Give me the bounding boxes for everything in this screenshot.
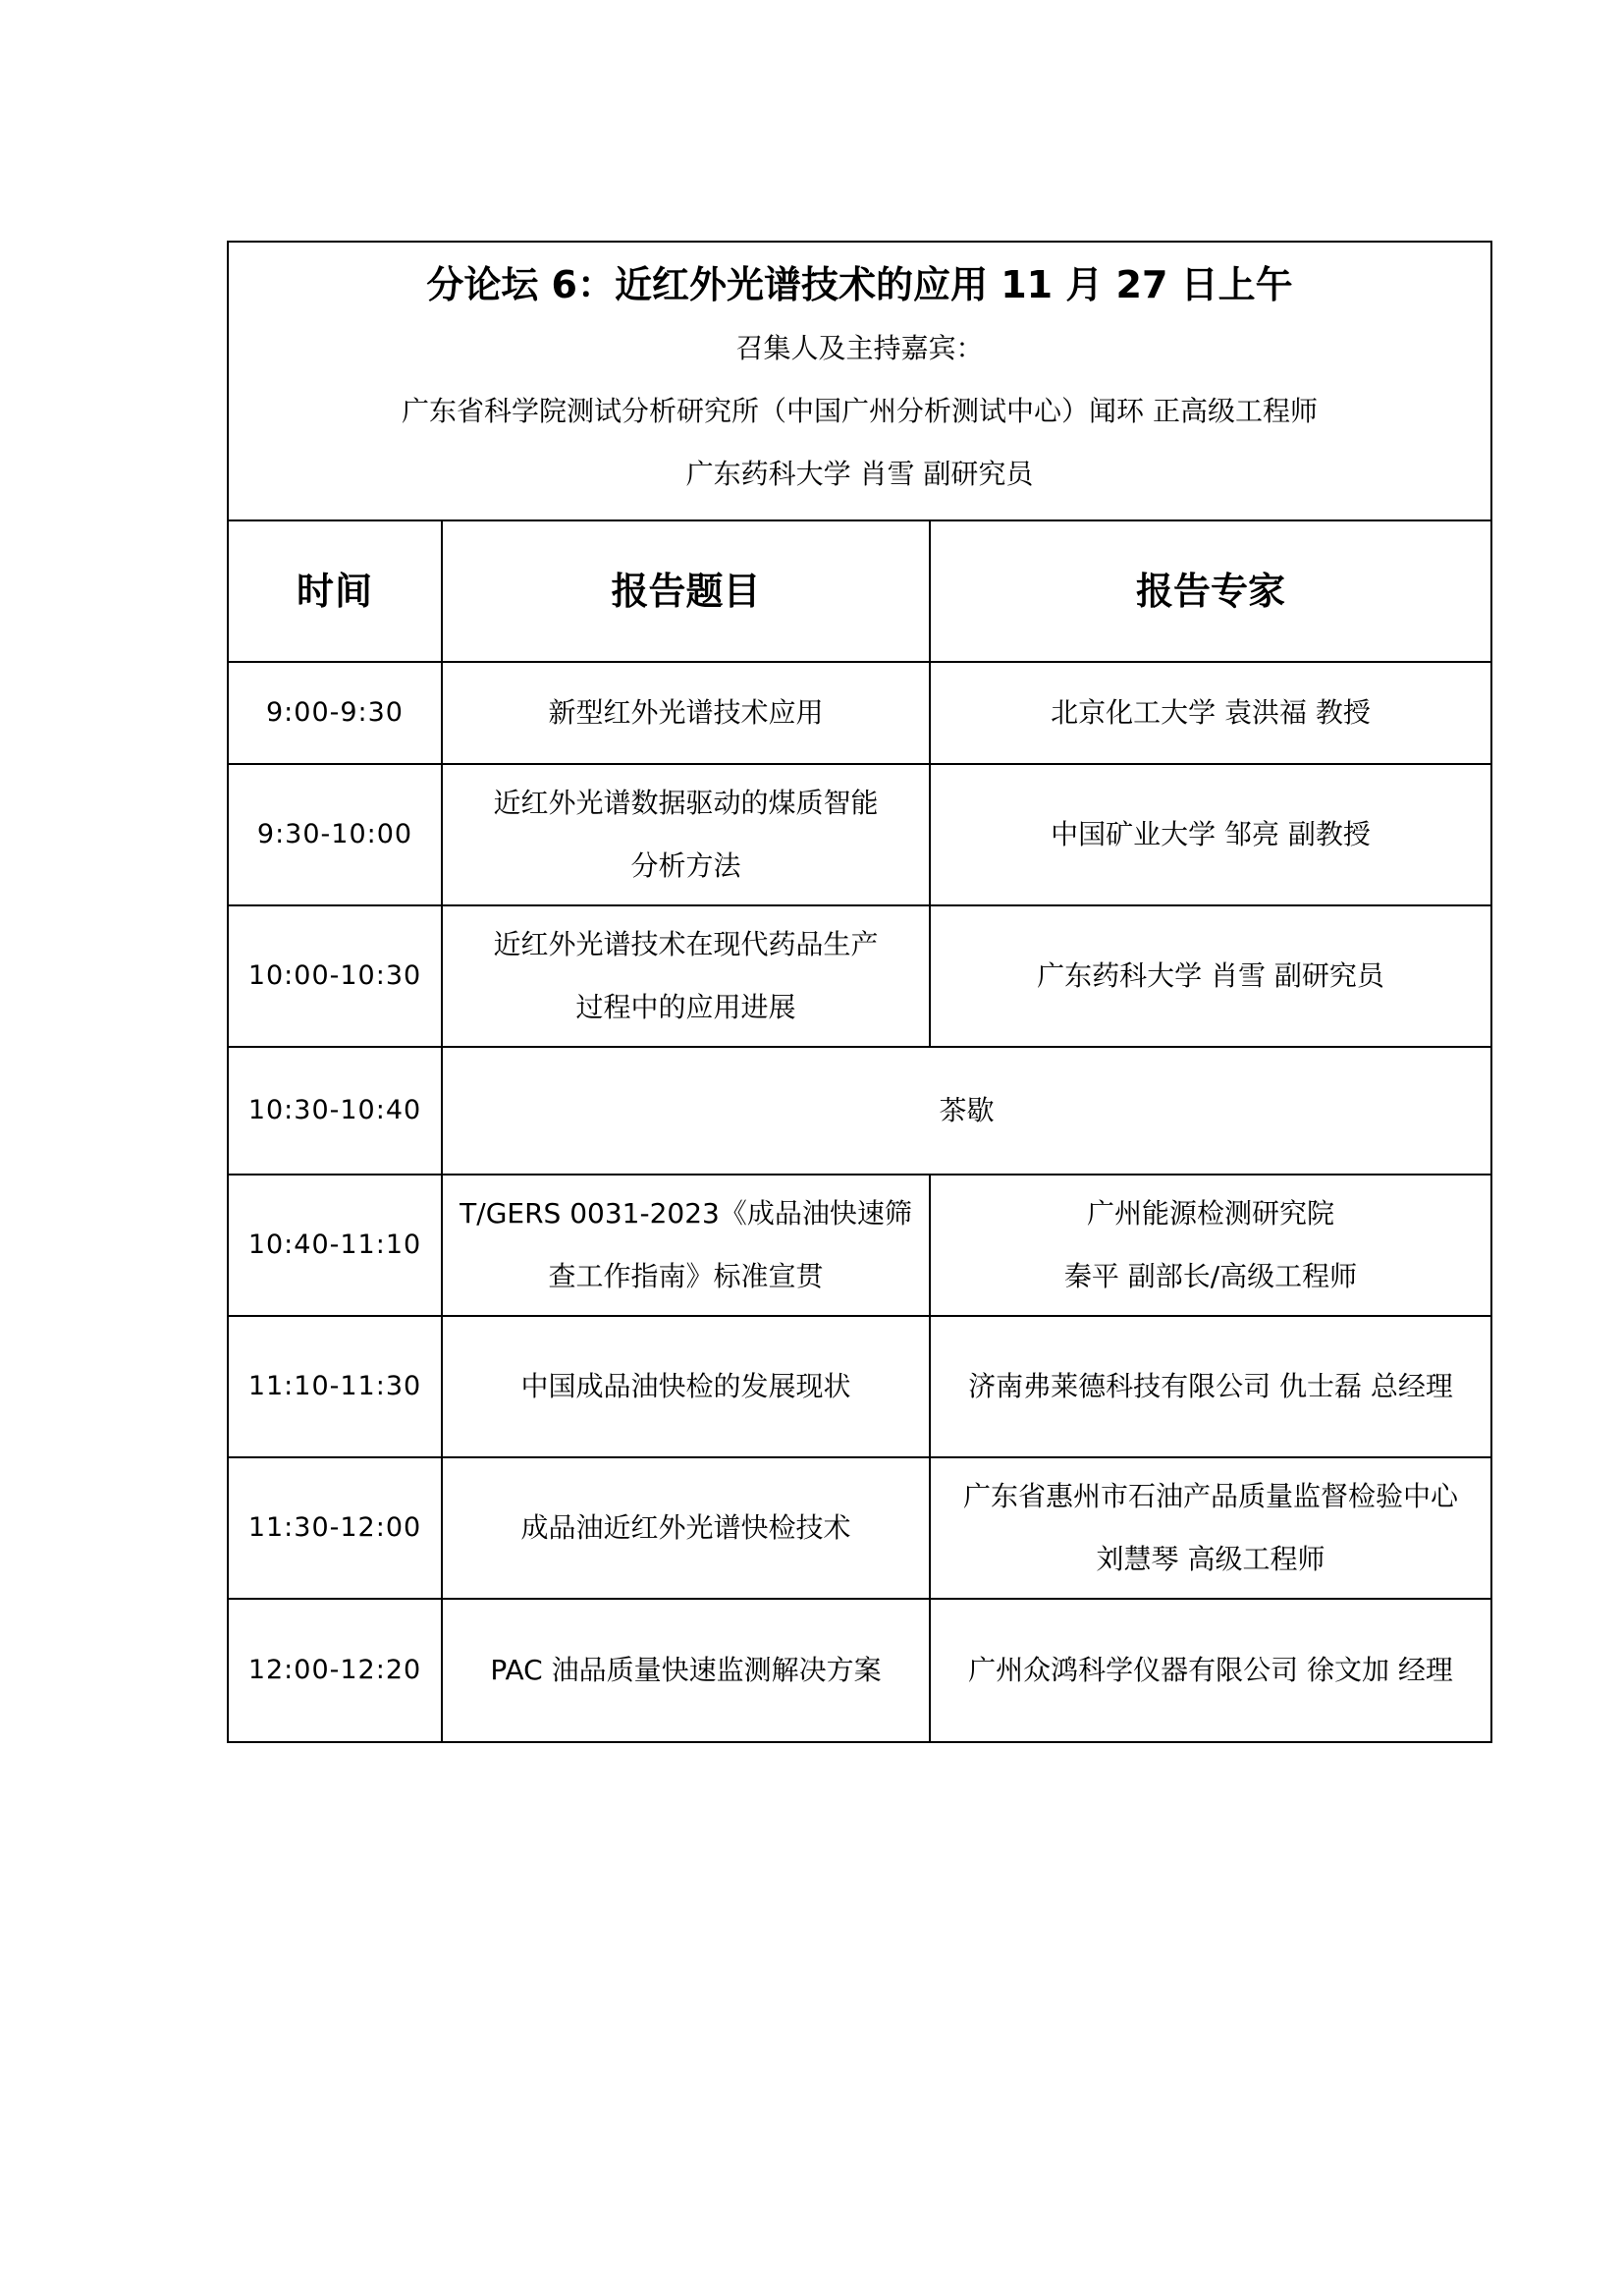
- expert-line: 广东省惠州市石油产品质量监督检验中心: [962, 1480, 1458, 1512]
- row-expert: [931, 1458, 1490, 1598]
- row-time: 9:30-10:00: [229, 765, 443, 904]
- row-topic: [443, 1600, 931, 1741]
- table-row: [229, 663, 1490, 765]
- row-time: 10:00-10:30: [229, 906, 443, 1046]
- expert-line: 北京化工大学 袁洪福 教授: [1051, 696, 1371, 729]
- expert-line: 中国矿业大学 邹亮 副教授: [1051, 818, 1371, 850]
- expert-line: 刘慧琴 高级工程师: [1096, 1543, 1325, 1575]
- row-time: 10:30-10:40: [229, 1048, 443, 1174]
- table-row: [229, 765, 1490, 906]
- row-topic: [443, 765, 931, 904]
- expert-line: 广州众鸿科学仪器有限公司 徐文加 经理: [968, 1654, 1453, 1686]
- expert-line: 广州能源检测研究院: [1086, 1197, 1334, 1230]
- row-topic: [443, 906, 931, 1046]
- host-2: 广东药科大学 肖雪 副研究员: [685, 458, 1034, 490]
- host-1: 广东省科学院测试分析研究所（中国广州分析测试中心）闻环 正高级工程师: [402, 395, 1318, 427]
- forum-title: 分论坛 6：近红外光谱技术的应用 11 月 27 日上午: [426, 263, 1293, 306]
- topic-line: 中国成品油快检的发展现状: [520, 1370, 851, 1402]
- row-expert: [931, 906, 1490, 1046]
- break-cell: 茶歇: [939, 1094, 995, 1126]
- topic-line: 近红外光谱技术在现代药品生产: [493, 928, 879, 960]
- table-row: [229, 1175, 1490, 1317]
- row-expert: [931, 1317, 1490, 1456]
- topic-line: 分析方法: [630, 849, 741, 882]
- row-time: 10:40-11:10: [229, 1175, 443, 1315]
- topic-line: PAC 油品质量快速监测解决方案: [490, 1654, 882, 1686]
- header-topic: 报告题目: [443, 521, 931, 661]
- row-expert: [931, 1175, 1490, 1315]
- host-label: 召集人及主持嘉宾：: [735, 332, 984, 364]
- expert-line: 济南弗莱德科技有限公司 仇士磊 总经理: [968, 1370, 1453, 1402]
- row-expert: [931, 663, 1490, 763]
- row-topic: [443, 663, 931, 763]
- header-time: 时间: [229, 521, 443, 661]
- table-row: [229, 1458, 1490, 1600]
- table-header-row: [229, 521, 1490, 663]
- row-topic: [443, 1458, 931, 1598]
- expert-line: 秦平 副部长/高级工程师: [1063, 1260, 1358, 1292]
- row-expert: [931, 765, 1490, 904]
- table-row: [229, 1317, 1490, 1458]
- topic-line: 成品油近红外光谱快检技术: [520, 1511, 851, 1544]
- row-topic: [443, 1175, 931, 1315]
- header-expert: 报告专家: [1135, 570, 1285, 613]
- row-time: 12:00-12:20: [229, 1600, 443, 1741]
- topic-line: 查工作指南》标准宣贯: [548, 1260, 824, 1292]
- table-row: [229, 906, 1490, 1048]
- table-row: [229, 1600, 1490, 1741]
- forum-header: [229, 243, 1490, 521]
- agenda-table: [227, 241, 1492, 1743]
- topic-line: 近红外光谱数据驱动的煤质智能: [493, 787, 879, 819]
- row-topic: [443, 1317, 931, 1456]
- row-time: 11:30-12:00: [229, 1458, 443, 1598]
- row-time: 9:00-9:30: [229, 663, 443, 763]
- topic-line: T/GERS 0031-2023《成品油快速筛: [460, 1197, 912, 1230]
- table-row: [229, 1048, 1490, 1175]
- expert-line: 广东药科大学 肖雪 副研究员: [1037, 959, 1384, 992]
- row-expert: [931, 1600, 1490, 1741]
- topic-line: 新型红外光谱技术应用: [548, 696, 824, 729]
- row-time: 11:10-11:30: [229, 1317, 443, 1456]
- topic-line: 过程中的应用进展: [575, 991, 796, 1023]
